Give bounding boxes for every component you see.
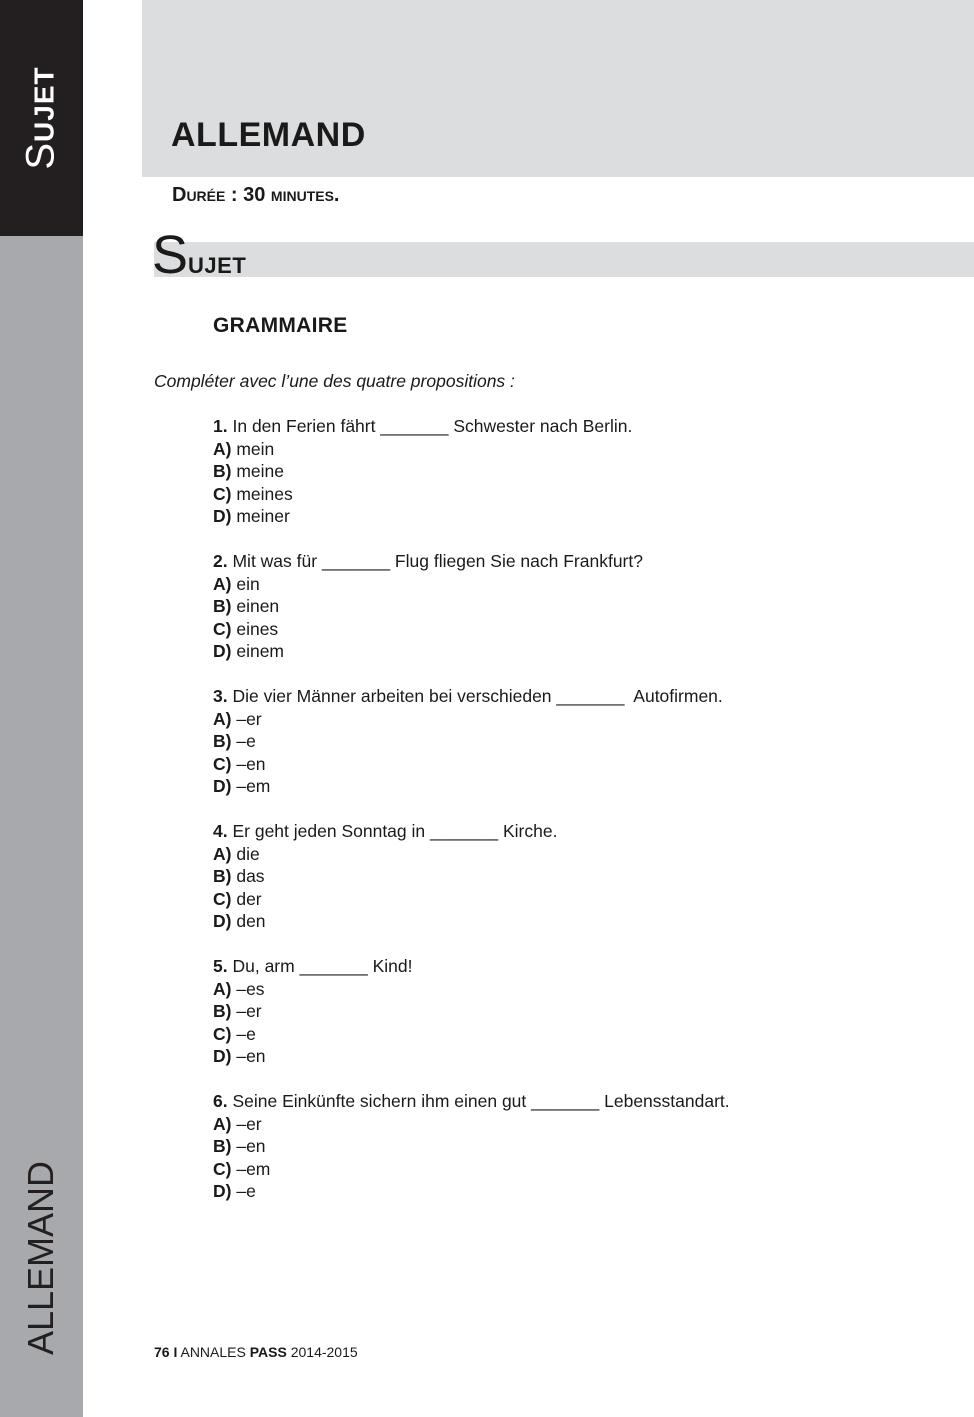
option-c: C) meines: [213, 483, 293, 504]
sidebar-subject-label: ALLEMAND: [20, 1160, 61, 1356]
option-a: A) ein: [213, 573, 260, 594]
question-4: [213, 820, 913, 933]
option-c: C) der: [213, 888, 262, 909]
option-d: D) –em: [213, 776, 271, 796]
question-text: 3. Die vier Männer arbeiten bei verschieden _______ Autofirmen.: [213, 686, 723, 706]
option-b: B) meine: [213, 461, 285, 481]
option-c: C) –em: [213, 1158, 271, 1179]
option-a: A) die: [213, 843, 260, 864]
question-1: [213, 415, 913, 528]
question-text: 2. Mit was für _______ Flug fliegen Sie nach Frankfurt?: [213, 551, 643, 571]
page-footer: 76 I ANNALES PASS 2014-2015: [154, 1344, 358, 1360]
question-2: [213, 550, 913, 663]
question-text: 1. In den Ferien fährt _______ Schwester nach Berlin.: [213, 416, 633, 436]
question-text: 4. Er geht jeden Sonntag in _______ Kirche.: [213, 821, 558, 841]
question-6: [213, 1090, 913, 1203]
option-b: B) –e: [213, 731, 256, 751]
option-b: B) –er: [213, 1001, 262, 1021]
sidebar-sujet-label: SUJET: [18, 66, 63, 170]
grammar-title: GRAMMAIRE: [213, 314, 348, 337]
section-heading-band: [154, 242, 974, 277]
option-a: A) –es: [213, 978, 265, 999]
option-b: B) einen: [213, 596, 280, 616]
question-list: [213, 415, 913, 1225]
option-d: D) einem: [213, 641, 285, 661]
question-text: 5. Du, arm _______ Kind!: [213, 956, 413, 976]
page-number: 76: [154, 1344, 170, 1360]
duration-text: Durée : 30 minutes.: [172, 184, 340, 206]
option-d: D) meiner: [213, 506, 290, 526]
option-b: B) das: [213, 866, 265, 886]
question-5: [213, 955, 913, 1068]
option-d: D) den: [213, 911, 266, 931]
option-c: C) eines: [213, 618, 279, 639]
option-a: A) –er: [213, 1113, 262, 1134]
option-d: D) –e: [213, 1181, 256, 1201]
option-a: A) mein: [213, 438, 275, 459]
option-a: A) –er: [213, 708, 262, 729]
page-title: ALLEMAND: [171, 116, 366, 154]
instruction-text: Compléter avec l’une des quatre propositions :: [154, 371, 515, 391]
question-3: [213, 685, 913, 798]
option-c: C) –e: [213, 1023, 256, 1044]
option-d: D) –en: [213, 1046, 266, 1066]
section-heading: SUJET: [152, 225, 247, 285]
option-c: C) –en: [213, 753, 266, 774]
option-b: B) –en: [213, 1136, 266, 1156]
question-text: 6. Seine Einkünfte sichern ihm einen gut _______ Lebensstandart.: [213, 1091, 730, 1111]
